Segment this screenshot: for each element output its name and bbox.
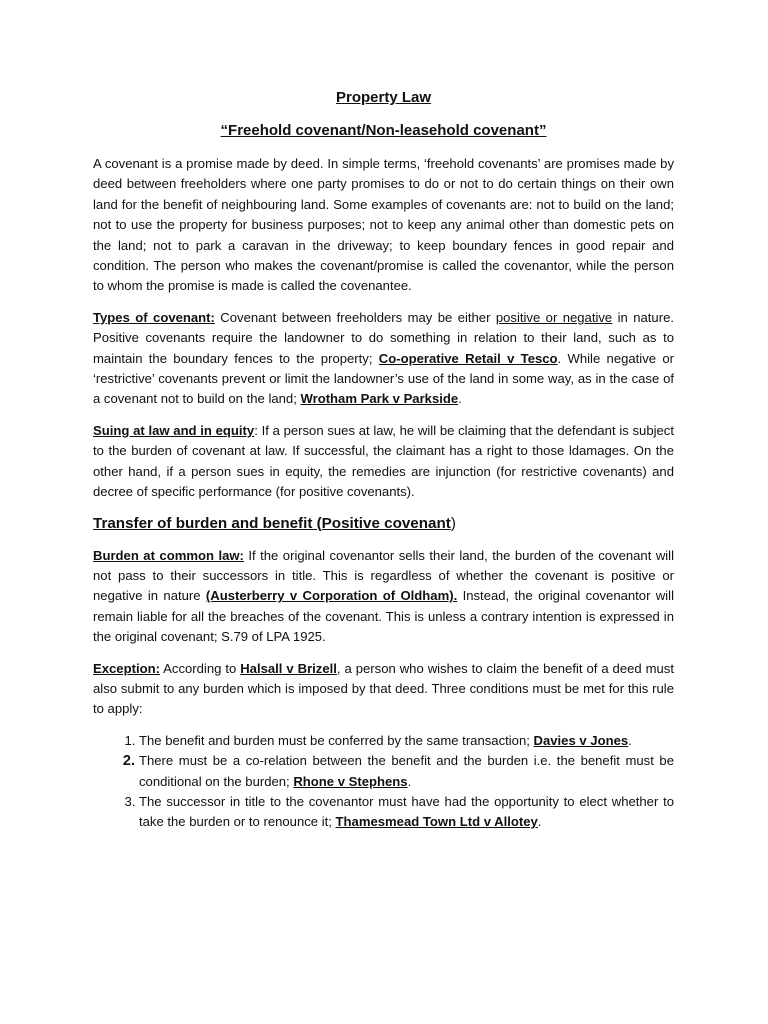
case-austerberry: (Austerberry v Corporation of Oldham).	[205, 588, 458, 604]
exception-paragraph	[93, 659, 674, 720]
types-text-1: Covenant between freeholders may be either	[214, 309, 496, 325]
list-item	[139, 731, 674, 751]
burden-text-2: Instead, the original covenantor will remain liable for all the breaches of the covenant. This is unless a contrary intention is expressed in the original covenant; S.79 of LPA 1925.	[93, 588, 674, 645]
section-heading	[93, 514, 674, 534]
case-davies-v-jones: Davies v Jones	[533, 732, 629, 748]
types-text-4: .	[458, 391, 462, 407]
section-heading-text: Transfer of burden and benefit (Positive covenant	[93, 514, 451, 532]
suing-paragraph	[93, 421, 674, 503]
document-title: Property Law	[335, 89, 432, 106]
intro-paragraph: A covenant is a promise made by deed. In simple terms, ‘freehold covenants’ are promises made by deed between freeholders where one party promises to do or not to do certain things on their own land for the benefit of neighbouring land. Some examples of covenants are: not to build on the land; not to use the property for business purposes; not to keep any animal other than domestic pets on the land; not to park a caravan in the driveway; to keep boundary fences in good repair and condition. The person who makes the covenant/promise is called the covenantor, while the person to whom the promise is made is called the covenantee.	[93, 156, 674, 294]
positive-negative-phrase: positive or negative	[495, 309, 613, 325]
condition-end: .	[407, 773, 412, 789]
case-wrotham-park: Wrotham Park v Parkside	[300, 391, 459, 407]
burden-paragraph	[93, 546, 674, 648]
condition-text: There must be a co-relation between the benefit and the burden i.e. the benefit must be conditional on the burden;	[139, 753, 674, 789]
types-heading: Types of covenant:	[93, 309, 215, 325]
suing-text: : If a person sues at law, he will be claiming that the defendant is subject to the burden of covenant at law. If successful, the claimant has a right to those ldamages. On the other hand, if a person sues in equity, the remedies are injunction (for restrictive covenants) and decree of specific performance (for positive covenants).	[93, 422, 674, 500]
list-item	[139, 792, 674, 833]
condition-text: The benefit and burden must be conferred by the same transaction;	[139, 732, 534, 748]
types-text-2: in nature. Positive covenants require the landowner to do something in relation to their land, such as to maintain the boundary fences to the property;	[93, 309, 674, 366]
conditions-list	[93, 731, 674, 833]
case-rhone-v-stephens: Rhone v Stephens	[293, 773, 408, 789]
types-paragraph	[93, 308, 674, 410]
case-thamesmead: Thamesmead Town Ltd v Allotey	[335, 814, 538, 830]
list-item	[139, 751, 674, 792]
exception-text-1: According to	[159, 660, 241, 676]
case-co-operative-retail: Co-operative Retail v Tesco	[378, 350, 558, 366]
exception-text-2: , a person who wishes to claim the benefit of a deed must also submit to any burden which is imposed by that deed. Three conditions must be met for this rule to apply:	[93, 660, 674, 717]
exception-heading: Exception:	[93, 660, 160, 676]
types-text-3: . While negative or ‘restrictive’ covenants prevent or limit the landowner’s use of the land in some way, as in the case of a covenant not to build on the land;	[93, 350, 674, 407]
case-halsall: Halsall v Brizell	[240, 660, 337, 676]
document-subtitle: “Freehold covenant/Non-leasehold covenant”	[220, 122, 547, 139]
burden-heading: Burden at common law:	[93, 547, 244, 563]
condition-end: .	[628, 732, 632, 748]
condition-end: .	[537, 814, 542, 830]
burden-text-1: If the original covenantor sells their land, the burden of the covenant will not pass to their successors in title. This is regardless of whether the covenant is positive or negative in nature	[93, 547, 675, 604]
suing-heading: Suing at law and in equity	[93, 422, 255, 438]
condition-text: The successor in title to the covenantor must have had the opportunity to elect whether to take the burden or to renounce it;	[139, 793, 674, 830]
section-heading-paren: )	[450, 514, 456, 532]
